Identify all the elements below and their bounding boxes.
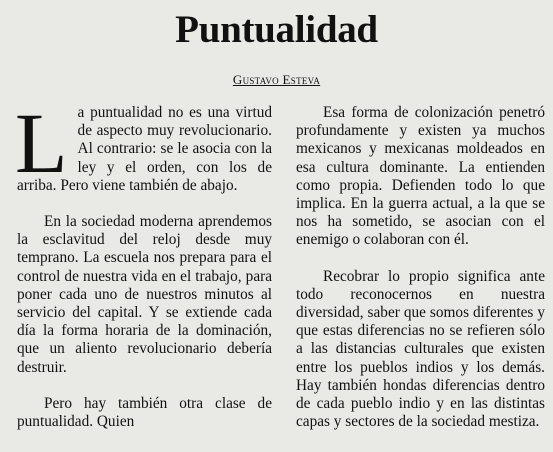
- paragraph-1-text: a puntualidad no es una virtud de aspecto muy revolucionario. Al contrario: se le asocia con la ley y el orden, con los de arriba. Pero viene también de abajo.: [17, 104, 272, 194]
- article-title: Puntualidad: [175, 8, 378, 51]
- left-column: [15, 95, 272, 449]
- paragraph-5: Recobrar lo propio significa ante todo reconocernos en nuestra diversidad, saber que somos diferentes y que estas diferencias no se refieren sólo a las distancias culturales que existen entre los pueblos indios y los demás. Hay también hondas diferencias dentro de cada pueblo indio y en las distintas capas y sectores de la sociedad mestiza.: [296, 267, 545, 431]
- paragraph-2: En la sociedad moderna aprendemos la esclavitud del reloj desde muy temprano. La escuela nos prepara para el control de nuestra vida en el trabajo, para poner cada uno de nuestros minutos al servicio del capital. Y se extiende cada día la forma horaria de la dominación, que un aliento revolucionario debería destruir.: [17, 213, 272, 376]
- right-column: [296, 104, 545, 449]
- author-byline[interactable]: Gustavo Esteva: [232, 72, 321, 87]
- drop-cap: L: [15, 95, 68, 191]
- paragraph-4: Esa forma de colonización penetró profundamente y existen ya muchos mexicanos y mexicanas moldeados en esa cultura dominante. La entienden como propia. Defienden todo lo que implica. En la guerra actual, a la que se nos ha sometido, se asocian con el enemigo o colaboran con él.: [296, 104, 545, 249]
- paragraph-3: Pero hay también otra clase de puntualidad. Quien: [17, 394, 272, 431]
- paragraph-1: [15, 95, 272, 195]
